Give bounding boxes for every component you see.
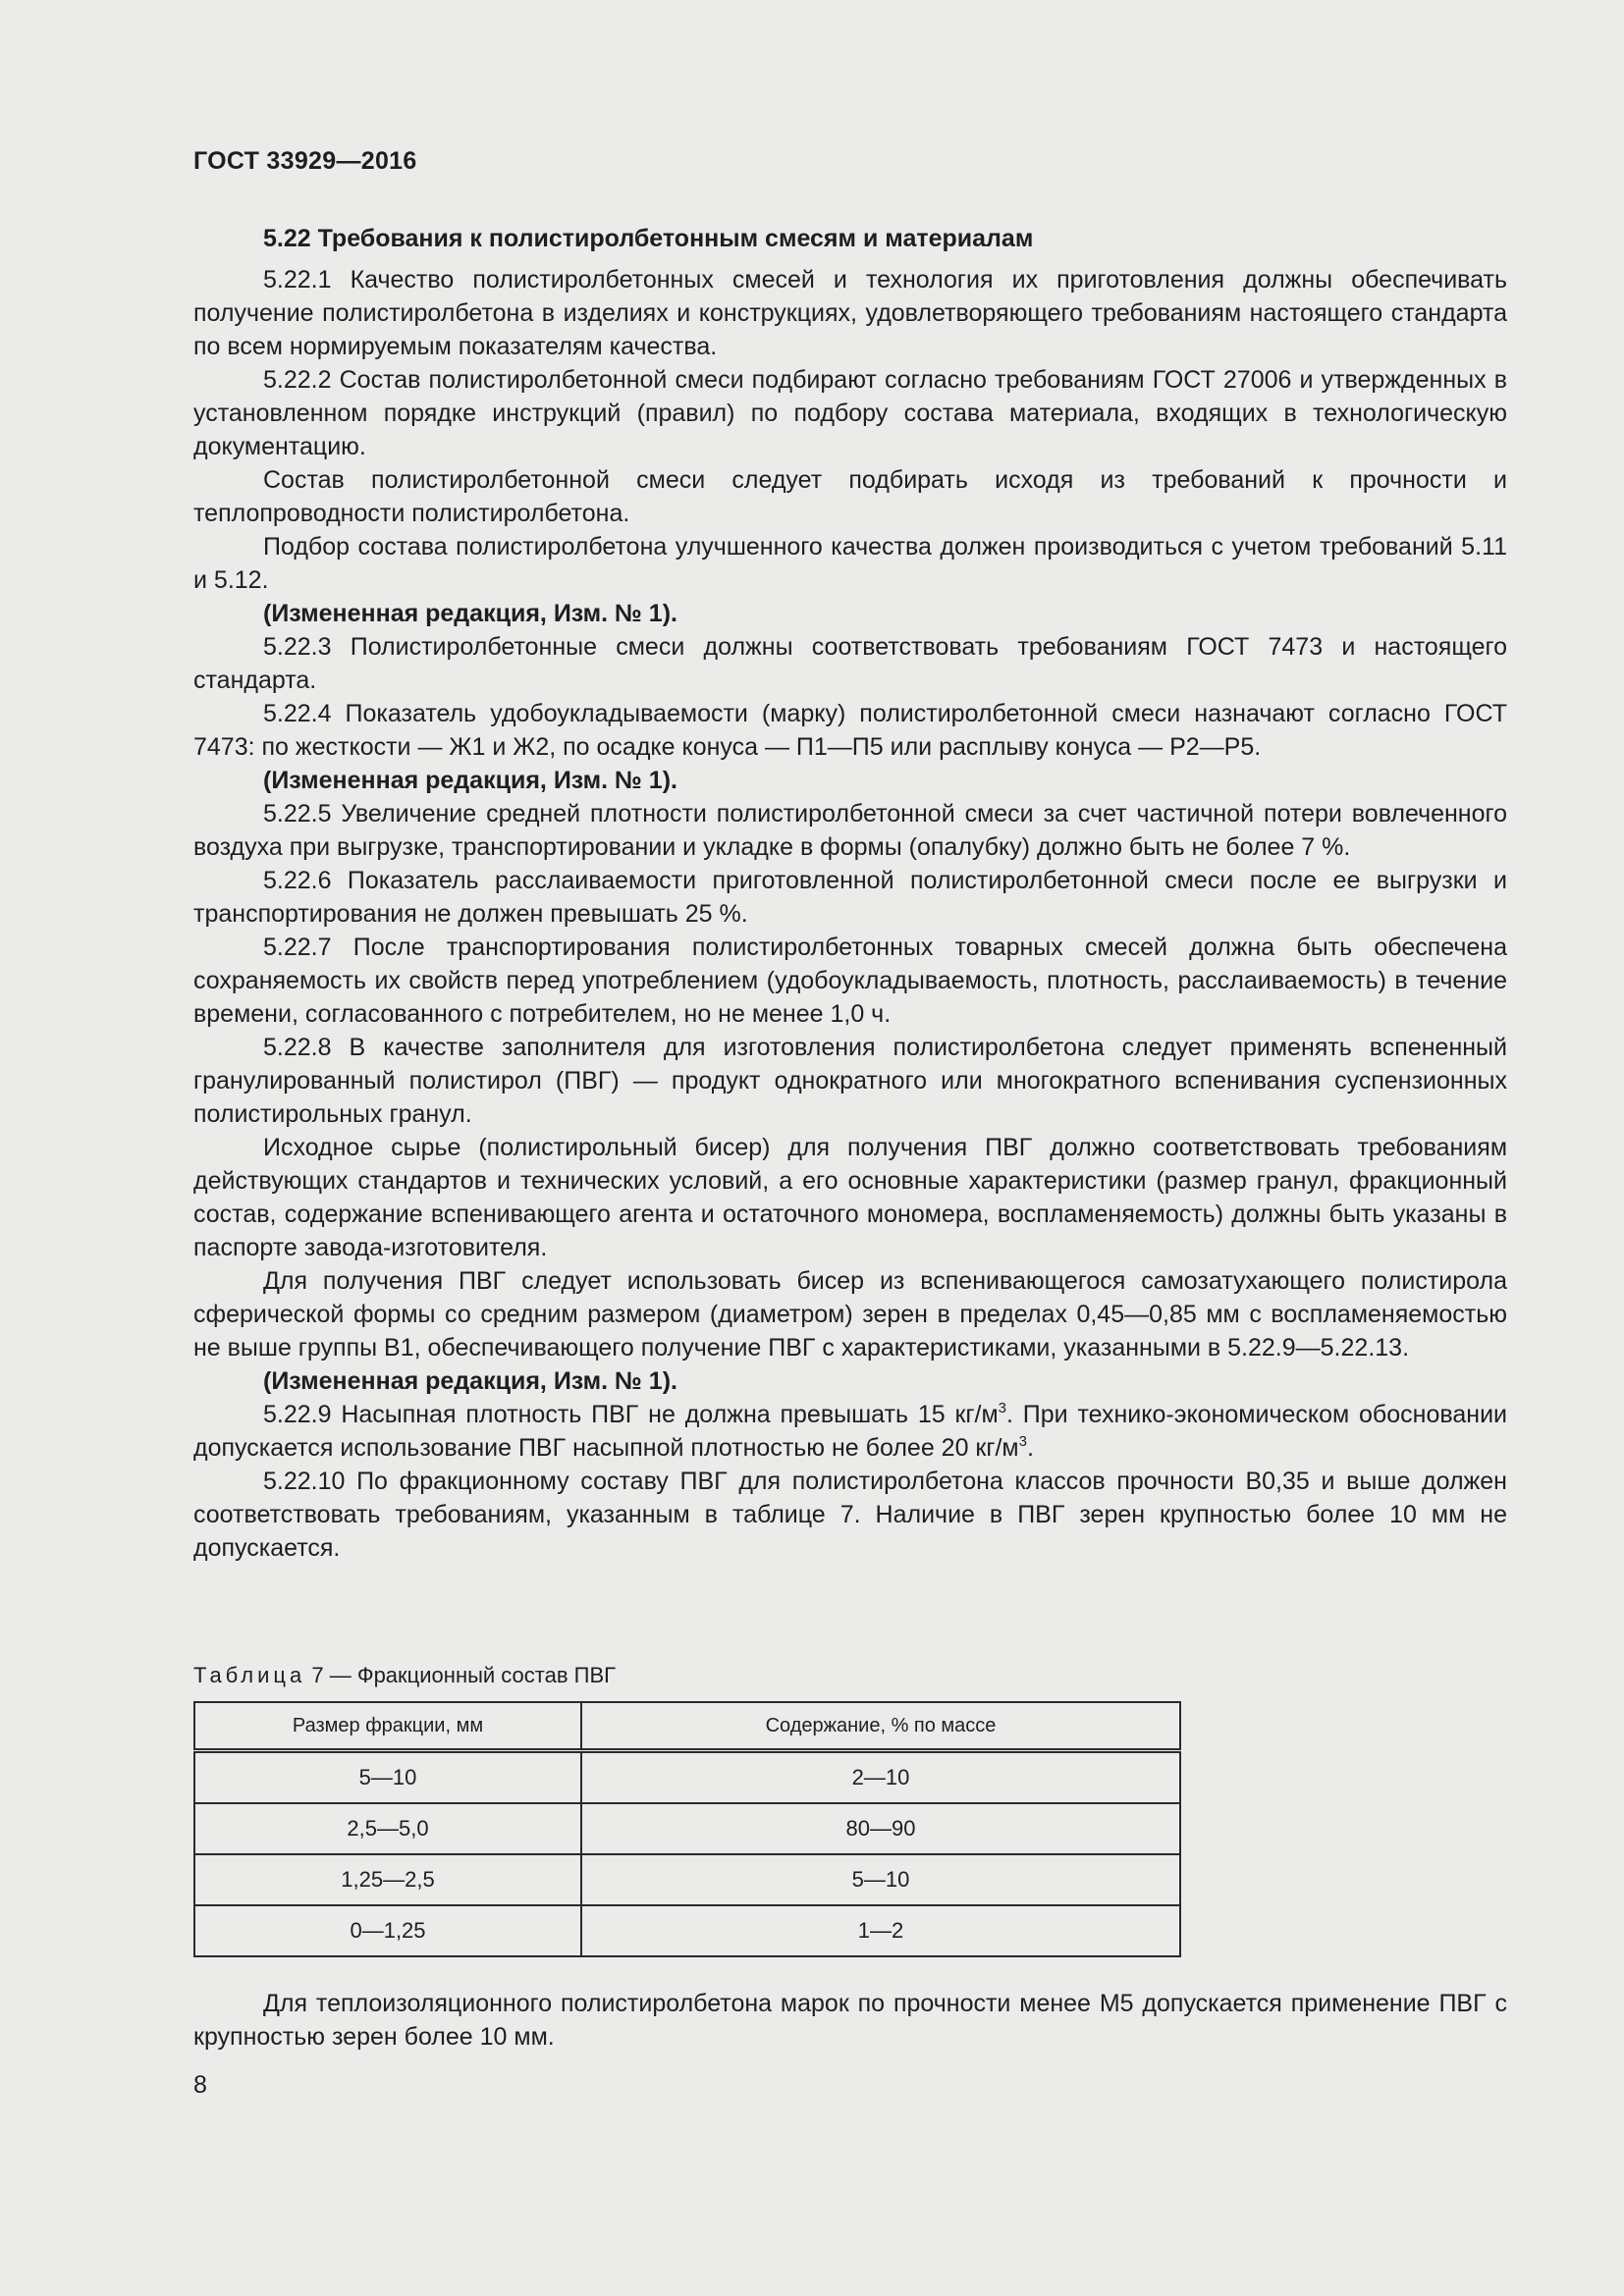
amendment-note: (Измененная редакция, Изм. № 1). [263, 1367, 677, 1395]
table-cell: 5—10 [581, 1854, 1180, 1905]
paragraph: 5.22.1 Качество полистиролбетонных смесей и технология их приготовления должны обеспечивать получение полистиролбетона в изделиях и конструкциях, удовлетворяющего требованиям настоящего стандарта по всем нормируемым показателям качества. [193, 266, 1507, 360]
column-header: Размер фракции, мм [194, 1702, 581, 1751]
after-table-text [193, 1987, 1507, 2054]
paragraph: 5.22.4 Показатель удобоукладываемости (марку) полистиролбетонной смеси назначают согласно ГОСТ 7473: по жесткости — Ж1 и Ж2, по осадке конуса — П1—П5 или расплыву конуса — Р2—Р5. [193, 700, 1507, 761]
paragraph: 5.22.6 Показатель расслаиваемости приготовленной полистиролбетонной смеси после ее выгрузки и транспортирования не должен превышать 25 %. [193, 867, 1507, 928]
paragraph: Для теплоизоляционного полистиролбетона марок по прочности менее М5 допускается применение ПВГ с крупностью зерен более 10 мм. [193, 1990, 1507, 2051]
table-caption-label: Таблица [193, 1663, 306, 1687]
table-cell: 2,5—5,0 [194, 1803, 581, 1854]
table-row [194, 1854, 1180, 1905]
amendment-note: (Измененная редакция, Изм. № 1). [263, 600, 677, 627]
amendment-note: (Измененная редакция, Изм. № 1). [263, 767, 677, 794]
table-row [194, 1803, 1180, 1854]
paragraph: Подбор состава полистиролбетона улучшенного качества должен производиться с учетом требований 5.11 и 5.12. [193, 533, 1507, 594]
table-row [194, 1905, 1180, 1956]
table-cell: 1,25—2,5 [194, 1854, 581, 1905]
density-text-c: . [1026, 1434, 1034, 1462]
paragraph: 5.22.8 В качестве заполнителя для изготовления полистиролбетона следует применять вспененный гранулированный полистирол (ПВГ) — продукт однократного или многократного вспенивания суспензионных полистирольных гранул. [193, 1034, 1507, 1128]
table-header-row [194, 1702, 1180, 1751]
paragraph: Состав полистиролбетонной смеси следует подбирать исходя из требований к прочности и теплопроводности полистиролбетона. [193, 466, 1507, 527]
standard-code-header: ГОСТ 33929—2016 [193, 147, 417, 175]
table-cell: 0—1,25 [194, 1905, 581, 1956]
page-number: 8 [193, 2071, 207, 2099]
table-caption [193, 1661, 616, 1690]
section-title: 5.22 Требования к полистиролбетонным смесям и материалам [263, 225, 1034, 252]
table-caption-text: 7 — Фракционный состав ПВГ [311, 1663, 617, 1687]
paragraph: 5.22.2 Состав полистиролбетонной смеси подбирают согласно требованиям ГОСТ 27006 и утвержденных в установленном порядке инструкций (правил) по подбору состава материала, входящих в технологическую документацию. [193, 366, 1507, 460]
superscript-3: 3 [998, 1400, 1006, 1416]
density-text-b: . При технико-экономическом обосновании допускается использование ПВГ насыпной плотностью не более 20 кг/м [193, 1401, 1507, 1462]
paragraph: 5.22.5 Увеличение средней плотности полистиролбетонной смеси за счет частичной потери вовлеченного воздуха при выгрузке, транспортировании и укладке в формы (опалубку) должно быть не более 7 %. [193, 800, 1507, 861]
density-text-a: 5.22.9 Насыпная плотность ПВГ не должна превышать 15 кг/м [263, 1401, 999, 1428]
column-header: Содержание, % по массе [581, 1702, 1180, 1751]
paragraph: 5.22.7 После транспортирования полистиролбетонных товарных смесей должна быть обеспечена сохраняемость их свойств перед употреблением (удобоукладываемость, плотность, расслаиваемость) в течение времени, согласованного с потребителем, но не менее 1,0 ч. [193, 934, 1507, 1028]
table-cell: 80—90 [581, 1803, 1180, 1854]
paragraph: 5.22.3 Полистиролбетонные смеси должны соответствовать требованиям ГОСТ 7473 и настоящего стандарта. [193, 633, 1507, 694]
table-cell: 1—2 [581, 1905, 1180, 1956]
paragraph-density [193, 1398, 1507, 1465]
paragraph: 5.22.10 По фракционному составу ПВГ для полистиролбетона классов прочности В0,35 и выше должен соответствовать требованиям, указанным в таблице 7. Наличие в ПВГ зерен крупностью более 10 мм не допускается. [193, 1468, 1507, 1562]
paragraph: Исходное сырье (полистирольный бисер) для получения ПВГ должно соответствовать требованиям действующих стандартов и технических условий, а его основные характеристики (размер гранул, фракционный состав, содержание вспенивающего агента и остаточного мономера, воспламеняемость) должны быть указаны в паспорте завода-изготовителя. [193, 1134, 1507, 1261]
superscript-3: 3 [1018, 1433, 1027, 1450]
table-cell: 2—10 [581, 1751, 1180, 1804]
paragraph: Для получения ПВГ следует использовать бисер из вспенивающегося самозатухающего полистирола сферической формы со средним размером (диаметром) зерен в пределах 0,45—0,85 мм с воспламеняемостью не выше группы В1, обеспечивающего получение ПВГ с характеристиками, указанными в 5.22.9—5.22.13. [193, 1267, 1507, 1362]
fraction-table [193, 1701, 1181, 1957]
table-row [194, 1751, 1180, 1804]
table-cell: 5—10 [194, 1751, 581, 1804]
body-text [193, 222, 1507, 1565]
